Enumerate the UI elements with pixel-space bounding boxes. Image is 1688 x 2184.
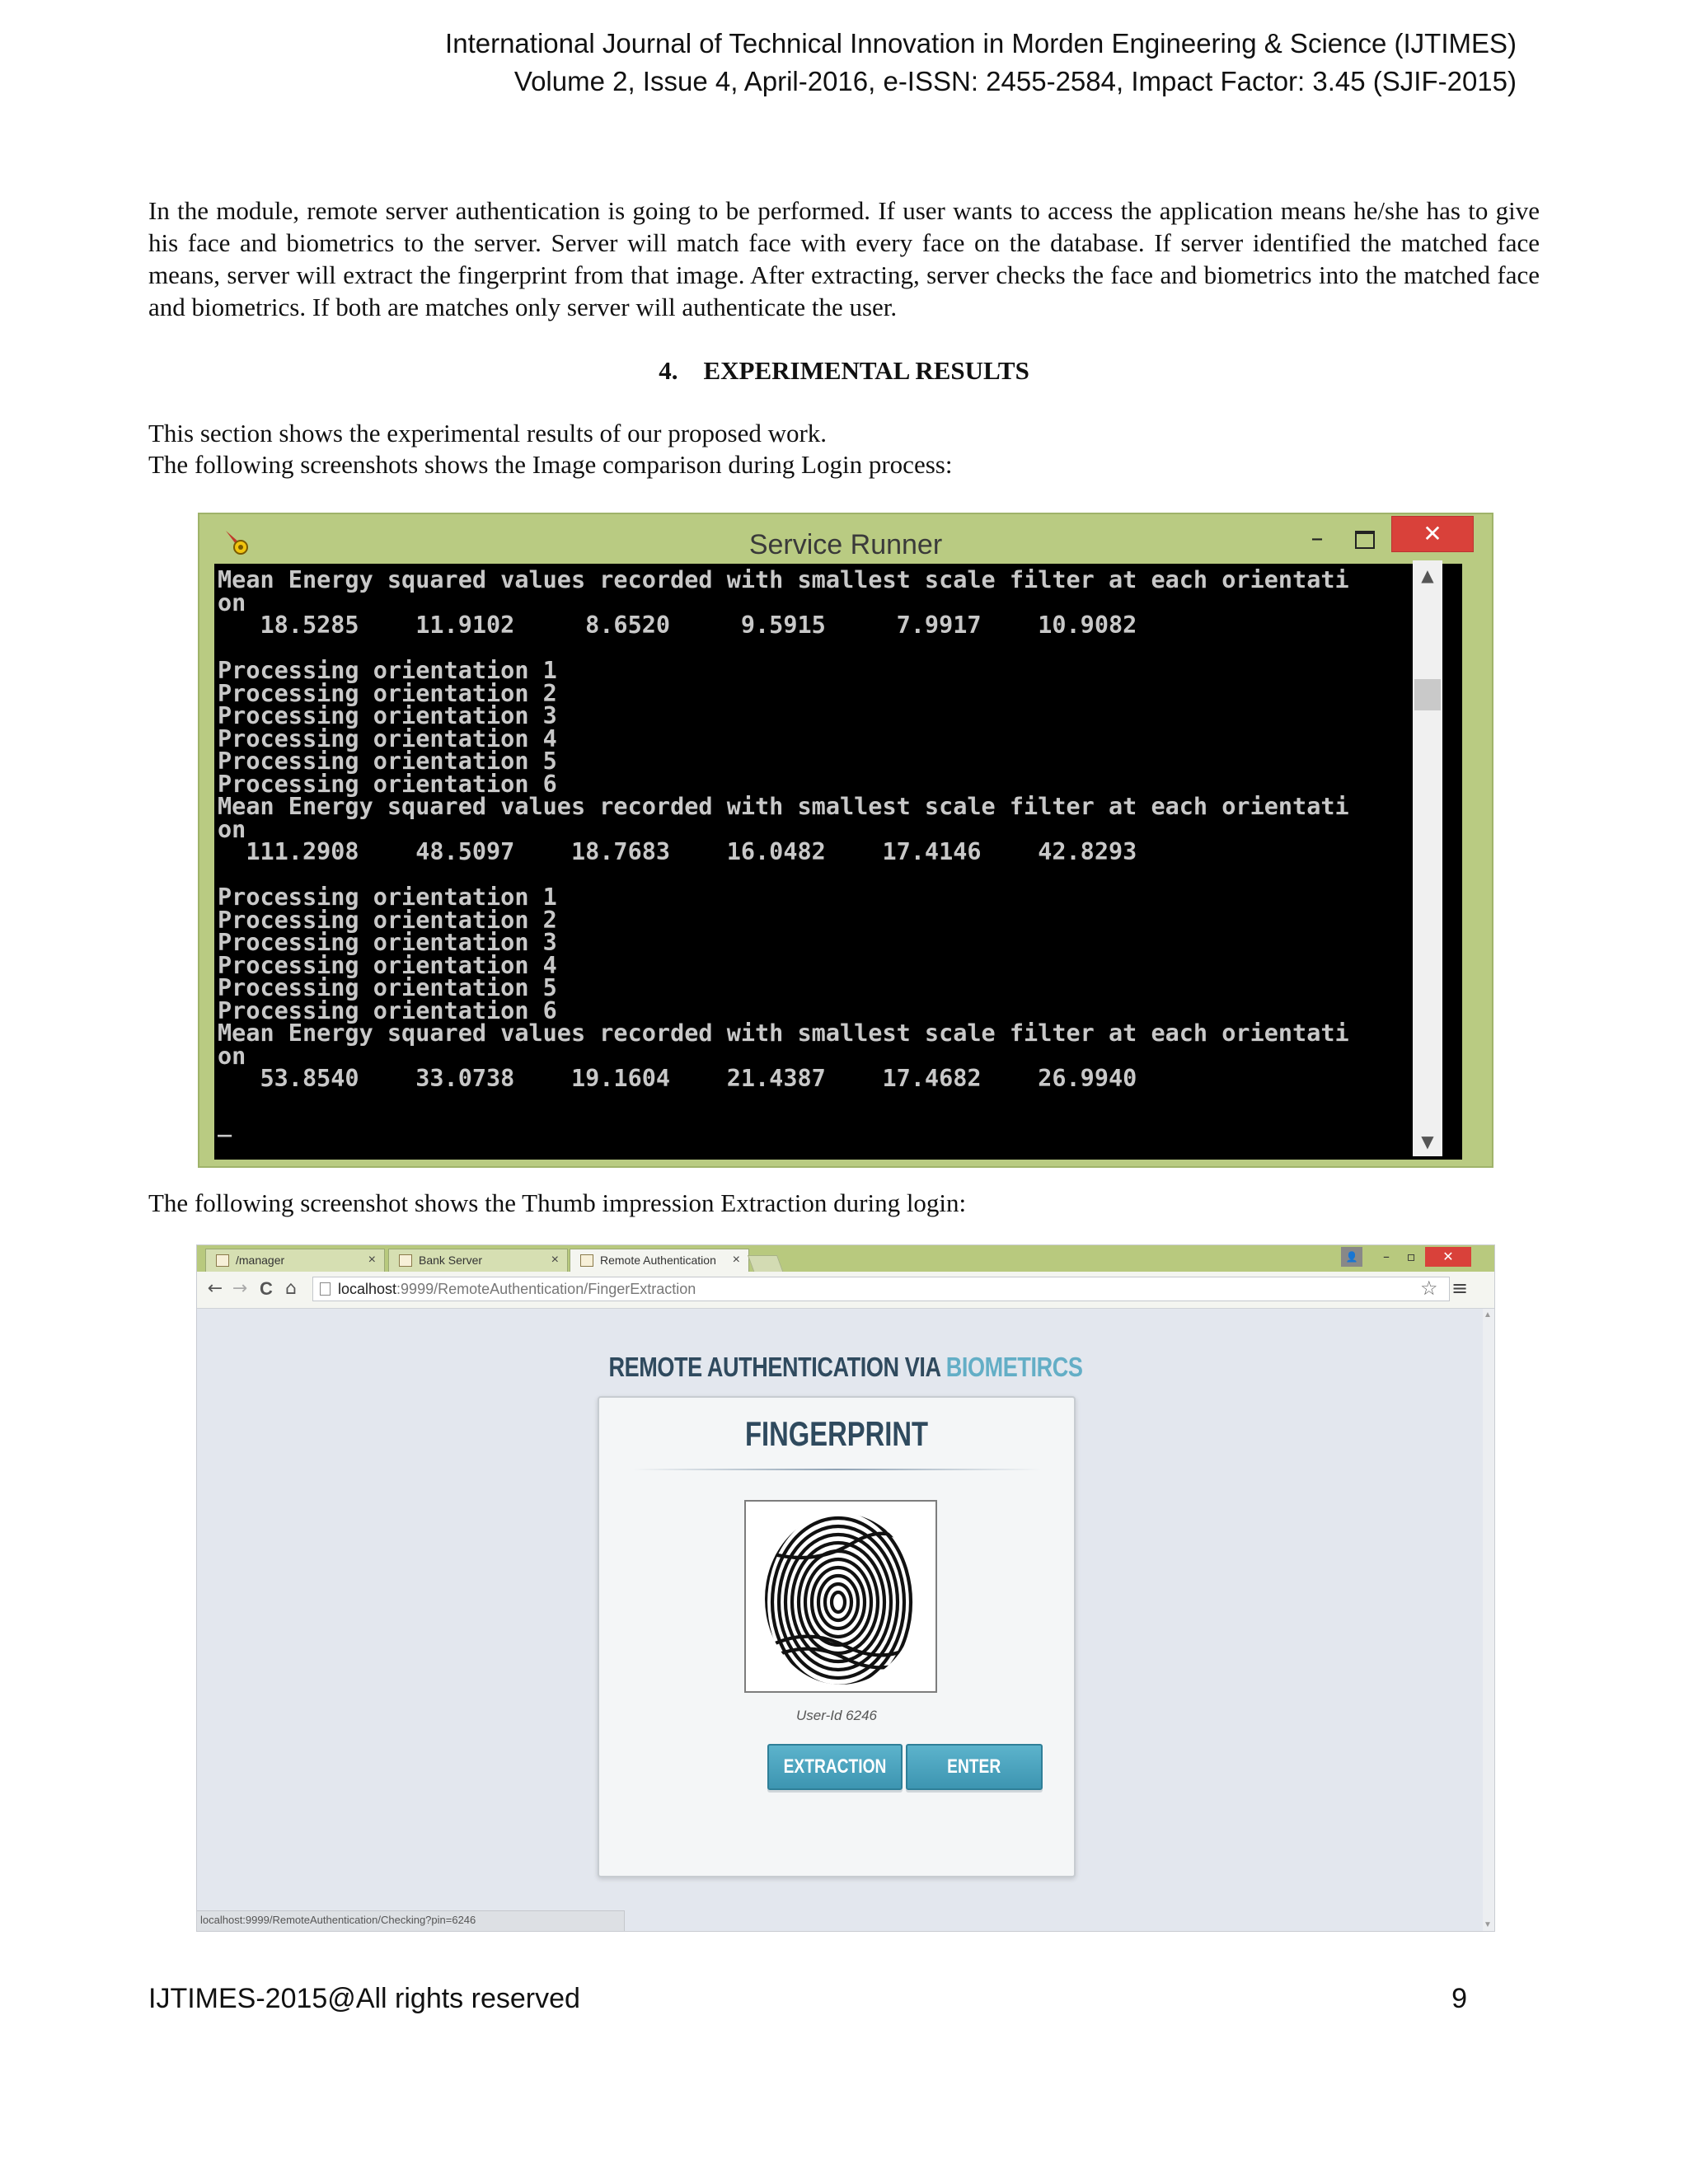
user-icon[interactable]: 👤 (1341, 1247, 1362, 1267)
service-runner-window (198, 513, 1493, 1168)
journal-title: International Journal of Technical Innovation in Morden Engineering & Science (IJTIMES) (445, 28, 1517, 59)
page-favicon-icon (580, 1254, 593, 1267)
tab-remote-authentication[interactable] (570, 1249, 749, 1272)
footer-copyright: IJTIMES-2015@All rights reserved (148, 1983, 580, 2014)
tab-bar (197, 1245, 1494, 1272)
page-favicon-icon (216, 1254, 229, 1267)
journal-header (445, 25, 1517, 101)
scroll-down-icon[interactable]: ▼ (1421, 1132, 1434, 1151)
tab-label: Remote Authentication (600, 1254, 716, 1267)
reload-icon[interactable]: C (260, 1278, 273, 1299)
close-button[interactable]: ✕ (1425, 1247, 1471, 1267)
page-favicon-icon (399, 1254, 412, 1267)
forward-arrow-icon[interactable]: → (232, 1278, 248, 1299)
tab-label: Bank Server (419, 1254, 483, 1267)
scrollbar-track[interactable] (1413, 560, 1442, 1156)
figure1-caption: The following screenshots shows the Image comparison during Login process: (148, 450, 953, 479)
home-icon[interactable]: ⌂ (285, 1278, 297, 1299)
enter-button-label: ENTER (947, 1755, 1001, 1778)
body-paragraph (148, 194, 1540, 323)
status-bar-url: localhost:9999/RemoteAuthentication/Checking?pin=6246 (197, 1910, 625, 1931)
restore-button[interactable]: ▫ (1406, 1249, 1416, 1264)
new-tab-button[interactable] (748, 1255, 784, 1273)
minimize-button[interactable]: – (1311, 524, 1324, 553)
tab-label: /manager (236, 1254, 285, 1267)
url-path: :9999/RemoteAuthentication/FingerExtraction (396, 1281, 696, 1297)
figure2-caption: The following screenshot shows the Thumb impression Extraction during login: (148, 1188, 967, 1217)
scroll-up-icon[interactable]: ▲ (1421, 565, 1434, 585)
tab-close-icon[interactable]: × (368, 1253, 376, 1267)
url-host: localhost (338, 1281, 397, 1297)
scroll-down-icon[interactable]: ▼ (1484, 1920, 1492, 1929)
extraction-button[interactable] (767, 1744, 903, 1790)
console-output (214, 564, 1462, 1160)
tab-close-icon[interactable]: × (551, 1253, 559, 1267)
window-title: Service Runner (748, 529, 943, 560)
page-icon (320, 1282, 331, 1296)
console-scrollbar[interactable] (1413, 560, 1442, 1156)
intro-text: This section shows the experimental results of our proposed work. (148, 419, 828, 448)
section-heading: 4. EXPERIMENTAL RESULTS (659, 356, 1029, 385)
tab-manager[interactable] (205, 1249, 385, 1272)
web-page-content (197, 1309, 1494, 1932)
bookmark-star-icon[interactable]: ☆ (1420, 1277, 1438, 1300)
scroll-up-icon[interactable]: ▲ (1484, 1310, 1492, 1319)
address-bar-row (197, 1272, 1494, 1309)
tab-bank-server[interactable] (388, 1249, 568, 1272)
browser-window (196, 1244, 1495, 1932)
app-title (314, 1352, 1378, 1383)
page-scrollbar[interactable] (1483, 1309, 1494, 1932)
title-divider (632, 1469, 1041, 1470)
scrollbar-thumb[interactable] (1414, 679, 1441, 710)
journal-volume-info: Volume 2, Issue 4, April-2016, e-ISSN: 2455-2584, Impact Factor: 3.45 (SJIF-2015) (513, 66, 1517, 96)
fingerprint-icon (746, 1502, 935, 1691)
page-number: 9 (1451, 1983, 1467, 2014)
extraction-button-label: EXTRACTION (783, 1755, 887, 1778)
maximize-button[interactable] (1343, 523, 1383, 555)
app-title-accent: BIOMETIRCS (945, 1352, 1083, 1382)
fingerprint-card (598, 1396, 1076, 1877)
url-input[interactable] (312, 1277, 1450, 1301)
close-button[interactable]: ✕ (1391, 516, 1474, 552)
app-title-main: REMOTE AUTHENTICATION VIA (608, 1352, 946, 1382)
card-title: FINGERPRINT (744, 1414, 929, 1453)
user-id-label: User-Id 6246 (796, 1708, 877, 1723)
enter-button[interactable] (906, 1744, 1043, 1790)
menu-icon[interactable]: ≡ (1451, 1277, 1469, 1300)
window-titlebar (199, 514, 1492, 564)
fingerprint-image (744, 1500, 937, 1693)
console-text: Mean Energy squared values recorded with smallest scale filter at each orientati on 18.5285 11.9102 8.6520 9.5915 7.9917 10.9082 Processing orientation 1 Processing orientation 2 Processing orientation 3 Processing orientation 4 Processing orientation 5 Processing orientation 6 Mean Energy squared values recorded with smallest scale filter at each orientati on 111.2908 48.5097 18.7683 16.0482 17.4146 42.8293 Processing orientation 1 Processing orientation 2 Processing orientation 3 Processing orientation 4 Processing orientation 5 Processing orientation 6 Mean Energy squared values recorded with smallest scale filter at each orientati on 53.8540 33.0738 19.1604 21.4387 17.4682 26.9940 _ (218, 566, 1349, 1137)
back-arrow-icon[interactable]: ← (207, 1278, 223, 1299)
paragraph-remote-authentication: In the module, remote server authentication is going to be performed. If user wants to access the application means he/she has to give his face and biometrics to the server. Server will match face with every face on the database. If server identified the matched face means, server will extract the fingerprint from that image. After extracting, server checks the face and biometrics into the matched face and biometrics. If both are matches only server will authenticate the user. (148, 196, 1540, 321)
minimize-button[interactable]: – (1383, 1249, 1390, 1264)
tab-close-icon[interactable]: × (732, 1253, 740, 1267)
